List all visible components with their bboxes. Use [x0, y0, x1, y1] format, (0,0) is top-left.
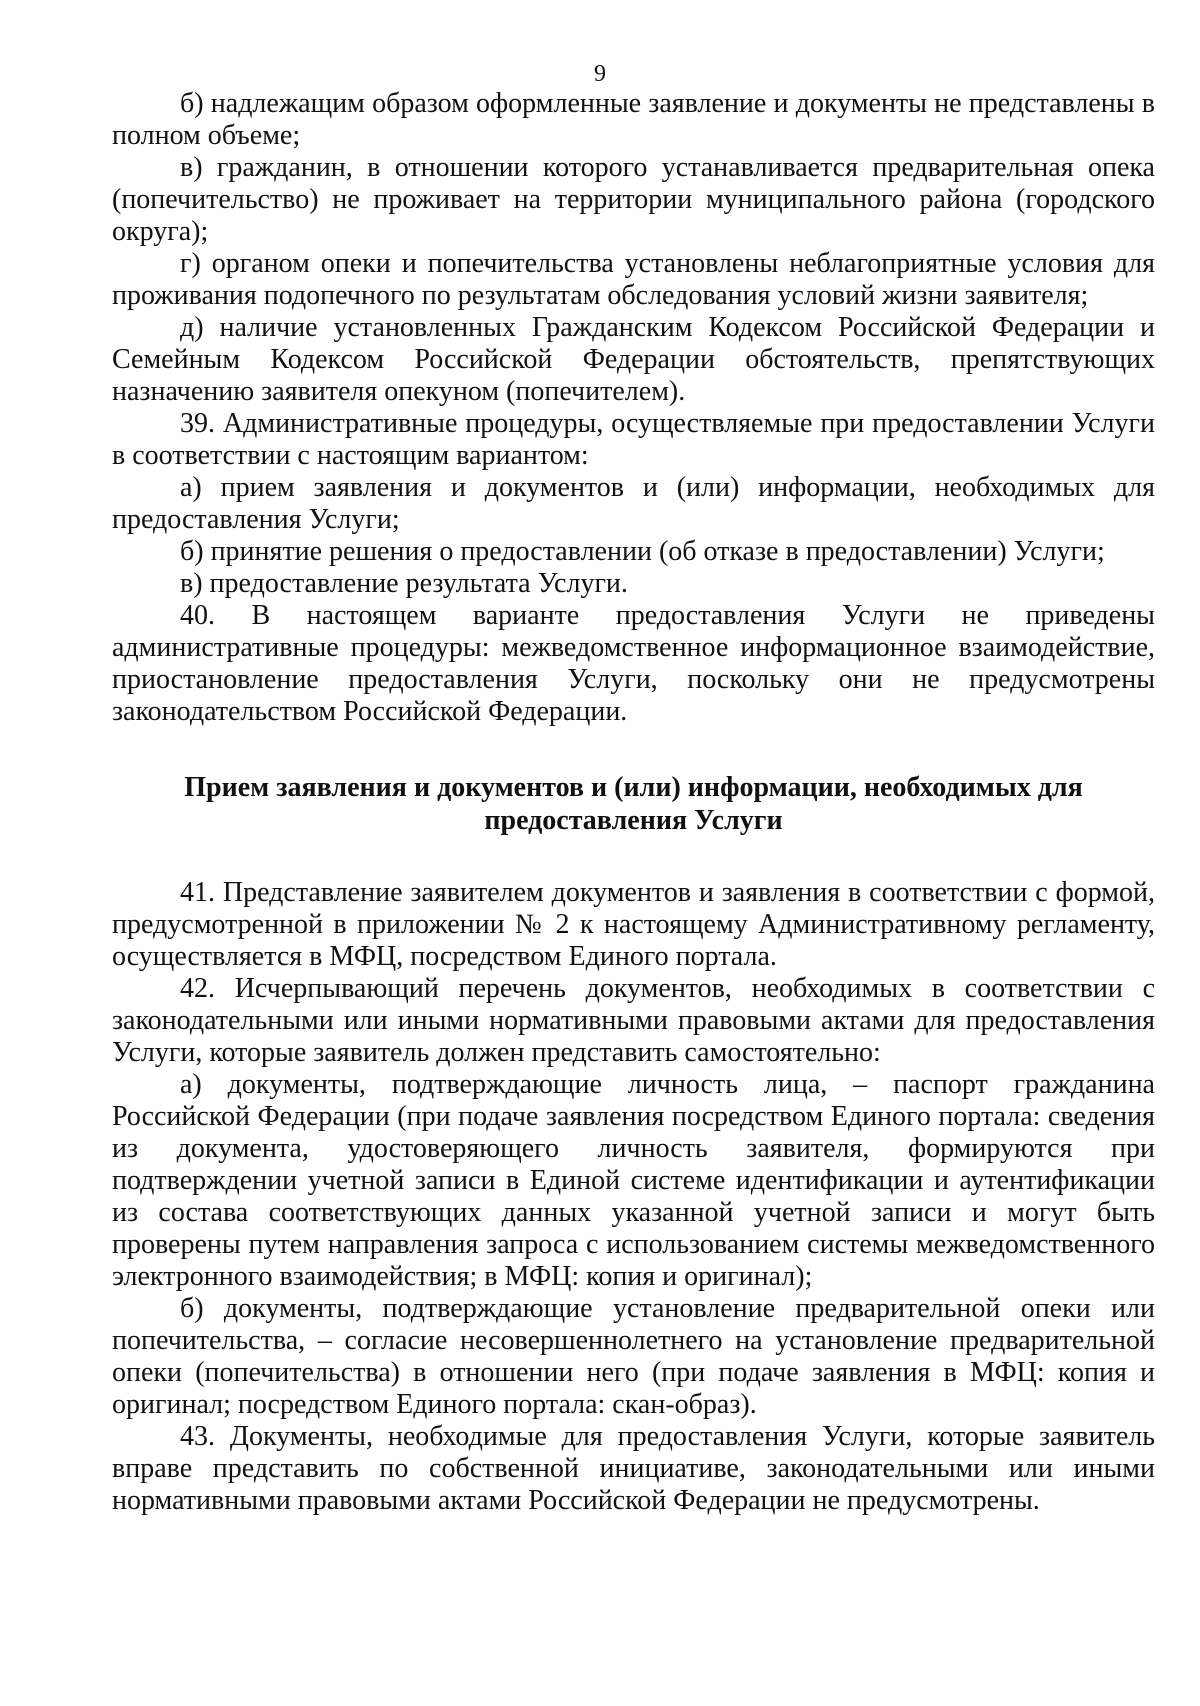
section-heading-line-1: Прием заявления и документов и (или) информации, необходимых для — [184, 772, 1083, 803]
paragraph-39-v: в) предоставление результата Услуги. — [180, 568, 628, 599]
section-heading — [112, 771, 1155, 837]
paragraph-39-a: а) прием заявления и документов и (или) информации, необходимых для предоставления Услуги; — [112, 472, 1155, 535]
paragraph-39-procedures: 39. Административные процедуры, осуществляемые при предоставлении Услуги в соответствии с настоящим вариантом: — [112, 408, 1155, 471]
paragraph-g-living-conditions: г) органом опеки и попечительства установлены неблагоприятные условия для проживания подопечного по результатам обследования условий жизни заявителя; — [112, 248, 1155, 311]
paragraph-43: 43. Документы, необходимые для предоставления Услуги, которые заявитель вправе представить по собственной инициативе, законодательными или иными нормативными правовыми актами Российской Федерации не предусмотрены. — [112, 1421, 1155, 1516]
paragraph-40: 40. В настоящем варианте предоставления Услуги не приведены административные процедуры: межведомственное информационное взаимодействие, приостановление предоставления Услуги, поскольку они не предусмотрены законодательством Российской Федерации. — [112, 600, 1155, 727]
paragraph-41: 41. Представление заявителем документов и заявления в соответствии с формой, предусмотренной в приложении № 2 к настоящему Административному регламенту, осуществляется в МФЦ, посредством Единого портала. — [112, 877, 1155, 972]
section-heading-line-2: предоставления Услуги — [484, 805, 783, 836]
page-number: 9 — [594, 61, 606, 87]
document-body — [112, 88, 1155, 1517]
paragraph-b-incomplete-documents: б) надлежащим образом оформленные заявление и документы не представлены в полном объеме; — [112, 88, 1155, 151]
paragraph-42: 42. Исчерпывающий перечень документов, необходимых в соответствии с законодательными или иными нормативными правовыми актами для предоставления Услуги, которые заявитель должен представить самостоятельно: — [112, 973, 1155, 1068]
paragraph-39-b: б) принятие решения о предоставлении (об отказе в предоставлении) Услуги; — [180, 536, 1105, 567]
paragraph-42-a: а) документы, подтверждающие личность лица, – паспорт гражданина Российской Федерации (при подаче заявления посредством Единого портала: сведения из документа, удостоверяющего личность заявителя, формируются при подтверждении учетной записи в Единой системе идентификации и аутентификации из состава соответствующих данных указанной учетной записи и могут быть проверены путем направления запроса с использованием системы межведомственного электронного взаимодействия; в МФЦ: копия и оригинал); — [112, 1069, 1155, 1292]
paragraph-d-legal-obstacles: д) наличие установленных Гражданским Кодексом Российской Федерации и Семейным Кодексом Российской Федерации обстоятельств, препятствующих назначению заявителя опекуном (попечителем). — [112, 312, 1155, 407]
paragraph-v-residence: в) гражданин, в отношении которого устанавливается предварительная опека (попечительство) не проживает на территории муниципального района (городского округа); — [112, 152, 1155, 247]
paragraph-42-b: б) документы, подтверждающие установление предварительной опеки или попечительства, – согласие несовершеннолетнего на установление предварительной опеки (попечительства) в отношении него (при подаче заявления в МФЦ: копия и оригинал; посредством Единого портала: скан-образ). — [112, 1293, 1155, 1420]
